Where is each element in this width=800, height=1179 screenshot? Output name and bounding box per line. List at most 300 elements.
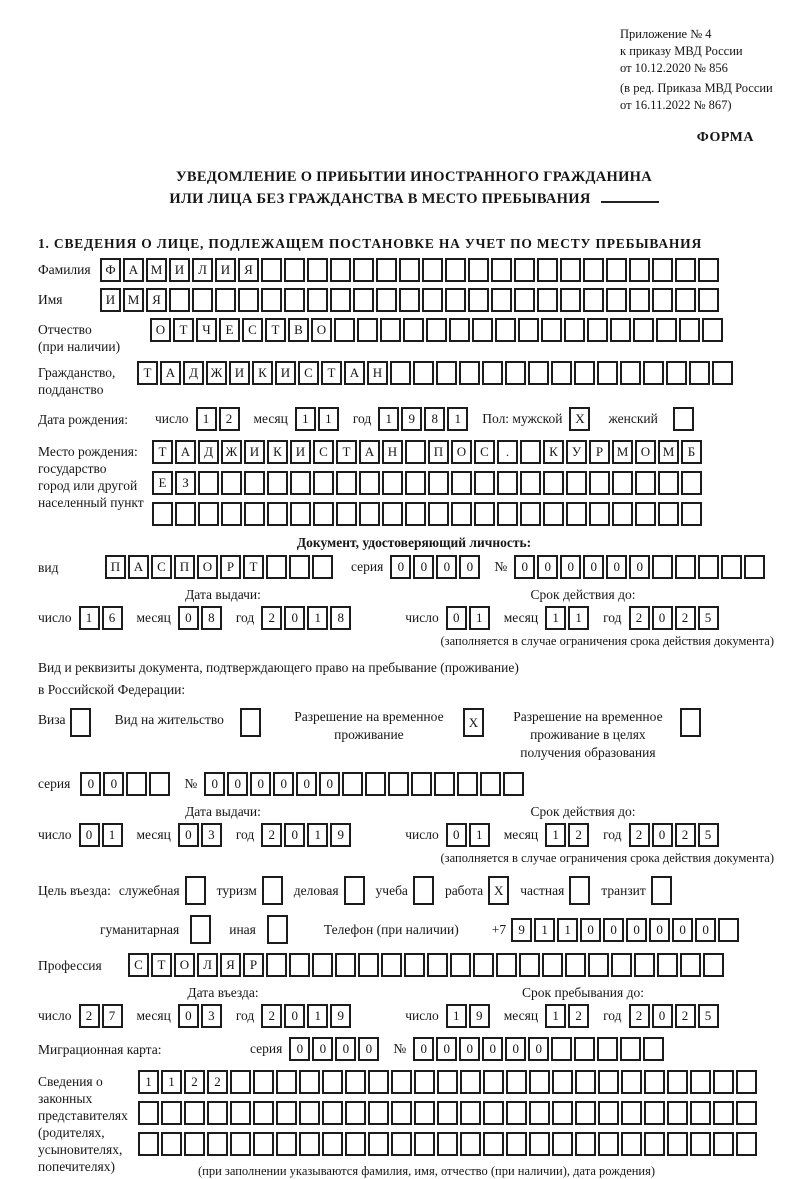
char-cell[interactable]	[482, 361, 503, 385]
char-cell[interactable]	[681, 471, 702, 495]
char-cell[interactable]	[192, 288, 213, 312]
char-cell[interactable]	[230, 1070, 251, 1094]
char-cell[interactable]: X	[569, 407, 590, 431]
char-cell[interactable]: 1	[447, 407, 468, 431]
char-cell[interactable]	[437, 1101, 458, 1125]
char-cell[interactable]: 9	[511, 918, 532, 942]
char-cell[interactable]: Т	[336, 440, 357, 464]
char-cell[interactable]: 0	[603, 918, 624, 942]
char-cell[interactable]	[713, 1101, 734, 1125]
char-cell[interactable]: Т	[151, 953, 172, 977]
char-cell[interactable]	[635, 471, 656, 495]
char-cell[interactable]: Ч	[196, 318, 217, 342]
char-cell[interactable]: С	[242, 318, 263, 342]
char-cell[interactable]: С	[298, 361, 319, 385]
char-cell[interactable]	[244, 471, 265, 495]
char-cell[interactable]: 0	[537, 555, 558, 579]
char-cell[interactable]	[491, 258, 512, 282]
char-cell[interactable]: С	[474, 440, 495, 464]
char-cell[interactable]	[336, 471, 357, 495]
char-cell[interactable]: 2	[79, 1004, 100, 1028]
char-cell[interactable]	[266, 555, 287, 579]
char-cell[interactable]	[403, 318, 424, 342]
char-cell[interactable]	[353, 258, 374, 282]
char-cell[interactable]	[267, 915, 288, 944]
char-cell[interactable]: 0	[652, 823, 673, 847]
char-cell[interactable]: Д	[183, 361, 204, 385]
char-cell[interactable]	[483, 1132, 504, 1156]
char-cell[interactable]	[606, 288, 627, 312]
char-cell[interactable]: Ж	[221, 440, 242, 464]
char-cell[interactable]	[529, 1070, 550, 1094]
char-cell[interactable]: Л	[192, 258, 213, 282]
char-cell[interactable]	[520, 471, 541, 495]
char-cell[interactable]	[698, 555, 719, 579]
char-cell[interactable]	[299, 1101, 320, 1125]
char-cell[interactable]	[495, 318, 516, 342]
char-cell[interactable]: А	[359, 440, 380, 464]
char-cell[interactable]	[335, 953, 356, 977]
char-cell[interactable]: 2	[261, 823, 282, 847]
char-cell[interactable]	[138, 1101, 159, 1125]
char-cell[interactable]	[736, 1070, 757, 1094]
char-cell[interactable]: Я	[146, 288, 167, 312]
char-cell[interactable]	[588, 953, 609, 977]
char-cell[interactable]	[514, 288, 535, 312]
char-cell[interactable]	[736, 1101, 757, 1125]
char-cell[interactable]: Е	[152, 471, 173, 495]
char-cell[interactable]: .	[497, 440, 518, 464]
char-cell[interactable]	[261, 258, 282, 282]
char-cell[interactable]: 0	[390, 555, 411, 579]
char-cell[interactable]	[169, 288, 190, 312]
char-cell[interactable]: Я	[220, 953, 241, 977]
char-cell[interactable]: 2	[629, 606, 650, 630]
char-cell[interactable]	[574, 361, 595, 385]
char-cell[interactable]: К	[252, 361, 273, 385]
char-cell[interactable]: 2	[261, 1004, 282, 1028]
char-cell[interactable]	[543, 471, 564, 495]
char-cell[interactable]	[566, 502, 587, 526]
char-cell[interactable]: А	[175, 440, 196, 464]
char-cell[interactable]	[679, 318, 700, 342]
char-cell[interactable]	[565, 953, 586, 977]
char-cell[interactable]: И	[244, 440, 265, 464]
char-cell[interactable]: 0	[606, 555, 627, 579]
char-cell[interactable]	[537, 258, 558, 282]
char-cell[interactable]	[365, 772, 386, 796]
char-cell[interactable]: 1	[102, 823, 123, 847]
char-cell[interactable]	[460, 1132, 481, 1156]
char-cell[interactable]	[598, 1101, 619, 1125]
char-cell[interactable]	[474, 502, 495, 526]
char-cell[interactable]	[267, 471, 288, 495]
char-cell[interactable]: 0	[436, 1037, 457, 1061]
char-cell[interactable]	[552, 1070, 573, 1094]
char-cell[interactable]	[541, 318, 562, 342]
char-cell[interactable]	[702, 318, 723, 342]
char-cell[interactable]	[267, 502, 288, 526]
char-cell[interactable]	[388, 772, 409, 796]
char-cell[interactable]	[514, 258, 535, 282]
char-cell[interactable]	[322, 1132, 343, 1156]
char-cell[interactable]: Н	[382, 440, 403, 464]
char-cell[interactable]	[391, 1101, 412, 1125]
char-cell[interactable]	[262, 876, 283, 905]
char-cell[interactable]	[473, 953, 494, 977]
char-cell[interactable]: 2	[568, 823, 589, 847]
char-cell[interactable]	[698, 288, 719, 312]
char-cell[interactable]: 1	[545, 606, 566, 630]
char-cell[interactable]	[437, 1070, 458, 1094]
char-cell[interactable]	[658, 502, 679, 526]
char-cell[interactable]: С	[313, 440, 334, 464]
char-cell[interactable]	[149, 772, 170, 796]
char-cell[interactable]: 0	[695, 918, 716, 942]
char-cell[interactable]: 0	[528, 1037, 549, 1061]
char-cell[interactable]	[643, 1037, 664, 1061]
char-cell[interactable]	[428, 471, 449, 495]
char-cell[interactable]	[376, 288, 397, 312]
char-cell[interactable]	[497, 502, 518, 526]
char-cell[interactable]	[606, 258, 627, 282]
char-cell[interactable]	[652, 258, 673, 282]
char-cell[interactable]: 0	[335, 1037, 356, 1061]
char-cell[interactable]: 0	[583, 555, 604, 579]
char-cell[interactable]	[543, 502, 564, 526]
char-cell[interactable]: 1	[307, 606, 328, 630]
char-cell[interactable]: 9	[330, 823, 351, 847]
char-cell[interactable]: Р	[220, 555, 241, 579]
char-cell[interactable]	[399, 288, 420, 312]
char-cell[interactable]	[560, 258, 581, 282]
char-cell[interactable]: 1	[378, 407, 399, 431]
char-cell[interactable]: 5	[698, 606, 719, 630]
char-cell[interactable]: М	[146, 258, 167, 282]
char-cell[interactable]: 0	[505, 1037, 526, 1061]
char-cell[interactable]: X	[488, 876, 509, 905]
char-cell[interactable]: 1	[138, 1070, 159, 1094]
char-cell[interactable]	[276, 1132, 297, 1156]
char-cell[interactable]	[598, 1070, 619, 1094]
char-cell[interactable]	[658, 471, 679, 495]
char-cell[interactable]	[307, 288, 328, 312]
char-cell[interactable]	[368, 1132, 389, 1156]
char-cell[interactable]: И	[215, 258, 236, 282]
char-cell[interactable]: Т	[243, 555, 264, 579]
char-cell[interactable]	[620, 1037, 641, 1061]
char-cell[interactable]: А	[344, 361, 365, 385]
char-cell[interactable]	[587, 318, 608, 342]
char-cell[interactable]	[184, 1132, 205, 1156]
char-cell[interactable]: 0	[652, 1004, 673, 1028]
char-cell[interactable]	[718, 918, 739, 942]
char-cell[interactable]: 2	[568, 1004, 589, 1028]
char-cell[interactable]: 5	[698, 1004, 719, 1028]
char-cell[interactable]	[483, 1070, 504, 1094]
char-cell[interactable]	[368, 1070, 389, 1094]
char-cell[interactable]	[680, 953, 701, 977]
char-cell[interactable]	[542, 953, 563, 977]
char-cell[interactable]	[284, 258, 305, 282]
char-cell[interactable]: Т	[321, 361, 342, 385]
char-cell[interactable]: 1	[534, 918, 555, 942]
char-cell[interactable]	[506, 1132, 527, 1156]
char-cell[interactable]: З	[175, 471, 196, 495]
char-cell[interactable]	[445, 288, 466, 312]
char-cell[interactable]: 0	[178, 1004, 199, 1028]
char-cell[interactable]	[651, 876, 672, 905]
char-cell[interactable]: И	[229, 361, 250, 385]
char-cell[interactable]	[428, 502, 449, 526]
char-cell[interactable]	[518, 318, 539, 342]
char-cell[interactable]: 0	[672, 918, 693, 942]
char-cell[interactable]	[376, 258, 397, 282]
char-cell[interactable]	[261, 288, 282, 312]
char-cell[interactable]: 0	[629, 555, 650, 579]
char-cell[interactable]	[445, 258, 466, 282]
char-cell[interactable]	[529, 1101, 550, 1125]
char-cell[interactable]: 0	[319, 772, 340, 796]
char-cell[interactable]	[483, 1101, 504, 1125]
char-cell[interactable]: 0	[649, 918, 670, 942]
char-cell[interactable]	[322, 1070, 343, 1094]
char-cell[interactable]	[657, 953, 678, 977]
char-cell[interactable]: 0	[580, 918, 601, 942]
char-cell[interactable]: К	[543, 440, 564, 464]
char-cell[interactable]	[575, 1101, 596, 1125]
char-cell[interactable]	[405, 440, 426, 464]
char-cell[interactable]	[368, 1101, 389, 1125]
char-cell[interactable]	[437, 1132, 458, 1156]
char-cell[interactable]	[629, 288, 650, 312]
char-cell[interactable]	[505, 361, 526, 385]
char-cell[interactable]	[322, 1101, 343, 1125]
char-cell[interactable]	[635, 502, 656, 526]
char-cell[interactable]: 0	[178, 606, 199, 630]
char-cell[interactable]: 1	[469, 823, 490, 847]
char-cell[interactable]: Н	[367, 361, 388, 385]
char-cell[interactable]	[411, 772, 432, 796]
char-cell[interactable]	[414, 1101, 435, 1125]
char-cell[interactable]	[690, 1132, 711, 1156]
char-cell[interactable]	[405, 471, 426, 495]
char-cell[interactable]: Б	[681, 440, 702, 464]
char-cell[interactable]	[215, 288, 236, 312]
char-cell[interactable]: 2	[675, 1004, 696, 1028]
char-cell[interactable]: 6	[102, 606, 123, 630]
char-cell[interactable]: С	[128, 953, 149, 977]
char-cell[interactable]: 0	[79, 823, 100, 847]
char-cell[interactable]	[230, 1101, 251, 1125]
char-cell[interactable]	[198, 471, 219, 495]
char-cell[interactable]: 3	[201, 1004, 222, 1028]
char-cell[interactable]	[560, 288, 581, 312]
char-cell[interactable]	[391, 1132, 412, 1156]
char-cell[interactable]	[736, 1132, 757, 1156]
char-cell[interactable]	[680, 708, 701, 737]
char-cell[interactable]	[359, 502, 380, 526]
char-cell[interactable]	[126, 772, 147, 796]
char-cell[interactable]: А	[128, 555, 149, 579]
char-cell[interactable]	[621, 1132, 642, 1156]
char-cell[interactable]	[152, 502, 173, 526]
char-cell[interactable]	[330, 258, 351, 282]
char-cell[interactable]	[506, 1070, 527, 1094]
char-cell[interactable]: 0	[514, 555, 535, 579]
char-cell[interactable]	[597, 361, 618, 385]
char-cell[interactable]	[644, 1070, 665, 1094]
char-cell[interactable]	[299, 1070, 320, 1094]
char-cell[interactable]: 0	[296, 772, 317, 796]
char-cell[interactable]: О	[635, 440, 656, 464]
char-cell[interactable]	[344, 876, 365, 905]
char-cell[interactable]	[451, 502, 472, 526]
char-cell[interactable]	[690, 1070, 711, 1094]
char-cell[interactable]	[382, 502, 403, 526]
char-cell[interactable]: 8	[424, 407, 445, 431]
char-cell[interactable]: Д	[198, 440, 219, 464]
char-cell[interactable]: 0	[178, 823, 199, 847]
char-cell[interactable]: У	[566, 440, 587, 464]
char-cell[interactable]: 1	[557, 918, 578, 942]
char-cell[interactable]	[404, 953, 425, 977]
char-cell[interactable]	[519, 953, 540, 977]
char-cell[interactable]	[744, 555, 765, 579]
char-cell[interactable]: И	[169, 258, 190, 282]
char-cell[interactable]: Ж	[206, 361, 227, 385]
char-cell[interactable]	[703, 953, 724, 977]
char-cell[interactable]: Ф	[100, 258, 121, 282]
char-cell[interactable]	[713, 1070, 734, 1094]
char-cell[interactable]	[414, 1070, 435, 1094]
char-cell[interactable]	[345, 1132, 366, 1156]
char-cell[interactable]: 2	[207, 1070, 228, 1094]
char-cell[interactable]	[238, 288, 259, 312]
char-cell[interactable]	[681, 502, 702, 526]
char-cell[interactable]: 0	[227, 772, 248, 796]
char-cell[interactable]: Т	[173, 318, 194, 342]
char-cell[interactable]	[436, 361, 457, 385]
char-cell[interactable]	[450, 953, 471, 977]
char-cell[interactable]: 0	[413, 555, 434, 579]
char-cell[interactable]	[673, 407, 694, 431]
char-cell[interactable]: И	[290, 440, 311, 464]
char-cell[interactable]: К	[267, 440, 288, 464]
char-cell[interactable]: Л	[197, 953, 218, 977]
char-cell[interactable]: 1	[568, 606, 589, 630]
char-cell[interactable]	[506, 1101, 527, 1125]
char-cell[interactable]: 0	[482, 1037, 503, 1061]
char-cell[interactable]	[459, 361, 480, 385]
char-cell[interactable]	[597, 1037, 618, 1061]
char-cell[interactable]	[472, 318, 493, 342]
char-cell[interactable]	[520, 440, 541, 464]
char-cell[interactable]	[574, 1037, 595, 1061]
char-cell[interactable]	[598, 1132, 619, 1156]
char-cell[interactable]: 0	[284, 823, 305, 847]
char-cell[interactable]	[357, 318, 378, 342]
char-cell[interactable]: Т	[137, 361, 158, 385]
char-cell[interactable]: 0	[446, 606, 467, 630]
char-cell[interactable]	[621, 1101, 642, 1125]
char-cell[interactable]	[336, 502, 357, 526]
char-cell[interactable]: О	[197, 555, 218, 579]
char-cell[interactable]	[434, 772, 455, 796]
char-cell[interactable]: И	[100, 288, 121, 312]
char-cell[interactable]: 0	[446, 823, 467, 847]
char-cell[interactable]	[612, 502, 633, 526]
char-cell[interactable]	[644, 1101, 665, 1125]
char-cell[interactable]	[399, 258, 420, 282]
char-cell[interactable]: 0	[459, 555, 480, 579]
char-cell[interactable]	[460, 1101, 481, 1125]
char-cell[interactable]	[468, 258, 489, 282]
char-cell[interactable]	[451, 471, 472, 495]
char-cell[interactable]	[426, 318, 447, 342]
char-cell[interactable]	[198, 502, 219, 526]
char-cell[interactable]: П	[105, 555, 126, 579]
char-cell[interactable]: 8	[201, 606, 222, 630]
char-cell[interactable]	[449, 318, 470, 342]
char-cell[interactable]: 1	[469, 606, 490, 630]
char-cell[interactable]: 0	[652, 606, 673, 630]
char-cell[interactable]	[721, 555, 742, 579]
char-cell[interactable]: М	[612, 440, 633, 464]
char-cell[interactable]	[266, 953, 287, 977]
char-cell[interactable]	[405, 502, 426, 526]
char-cell[interactable]	[312, 555, 333, 579]
char-cell[interactable]	[313, 471, 334, 495]
char-cell[interactable]: 2	[184, 1070, 205, 1094]
char-cell[interactable]	[652, 555, 673, 579]
char-cell[interactable]	[551, 361, 572, 385]
char-cell[interactable]	[184, 1101, 205, 1125]
char-cell[interactable]: 2	[675, 606, 696, 630]
char-cell[interactable]	[667, 1132, 688, 1156]
char-cell[interactable]	[380, 318, 401, 342]
char-cell[interactable]: 1	[307, 1004, 328, 1028]
char-cell[interactable]	[496, 953, 517, 977]
char-cell[interactable]: X	[463, 708, 484, 737]
char-cell[interactable]	[307, 258, 328, 282]
char-cell[interactable]	[620, 361, 641, 385]
char-cell[interactable]: 1	[161, 1070, 182, 1094]
char-cell[interactable]	[299, 1132, 320, 1156]
char-cell[interactable]	[667, 1070, 688, 1094]
char-cell[interactable]	[190, 915, 211, 944]
char-cell[interactable]: 5	[698, 823, 719, 847]
char-cell[interactable]	[221, 502, 242, 526]
char-cell[interactable]: И	[275, 361, 296, 385]
char-cell[interactable]: О	[451, 440, 472, 464]
char-cell[interactable]	[414, 1132, 435, 1156]
char-cell[interactable]: 0	[284, 606, 305, 630]
char-cell[interactable]	[70, 708, 91, 737]
char-cell[interactable]	[551, 1037, 572, 1061]
char-cell[interactable]	[611, 953, 632, 977]
char-cell[interactable]	[161, 1101, 182, 1125]
char-cell[interactable]	[240, 708, 261, 737]
char-cell[interactable]	[207, 1101, 228, 1125]
char-cell[interactable]: 0	[250, 772, 271, 796]
char-cell[interactable]: 0	[413, 1037, 434, 1061]
char-cell[interactable]: 9	[469, 1004, 490, 1028]
char-cell[interactable]	[381, 953, 402, 977]
char-cell[interactable]	[589, 471, 610, 495]
char-cell[interactable]	[345, 1101, 366, 1125]
char-cell[interactable]	[633, 318, 654, 342]
